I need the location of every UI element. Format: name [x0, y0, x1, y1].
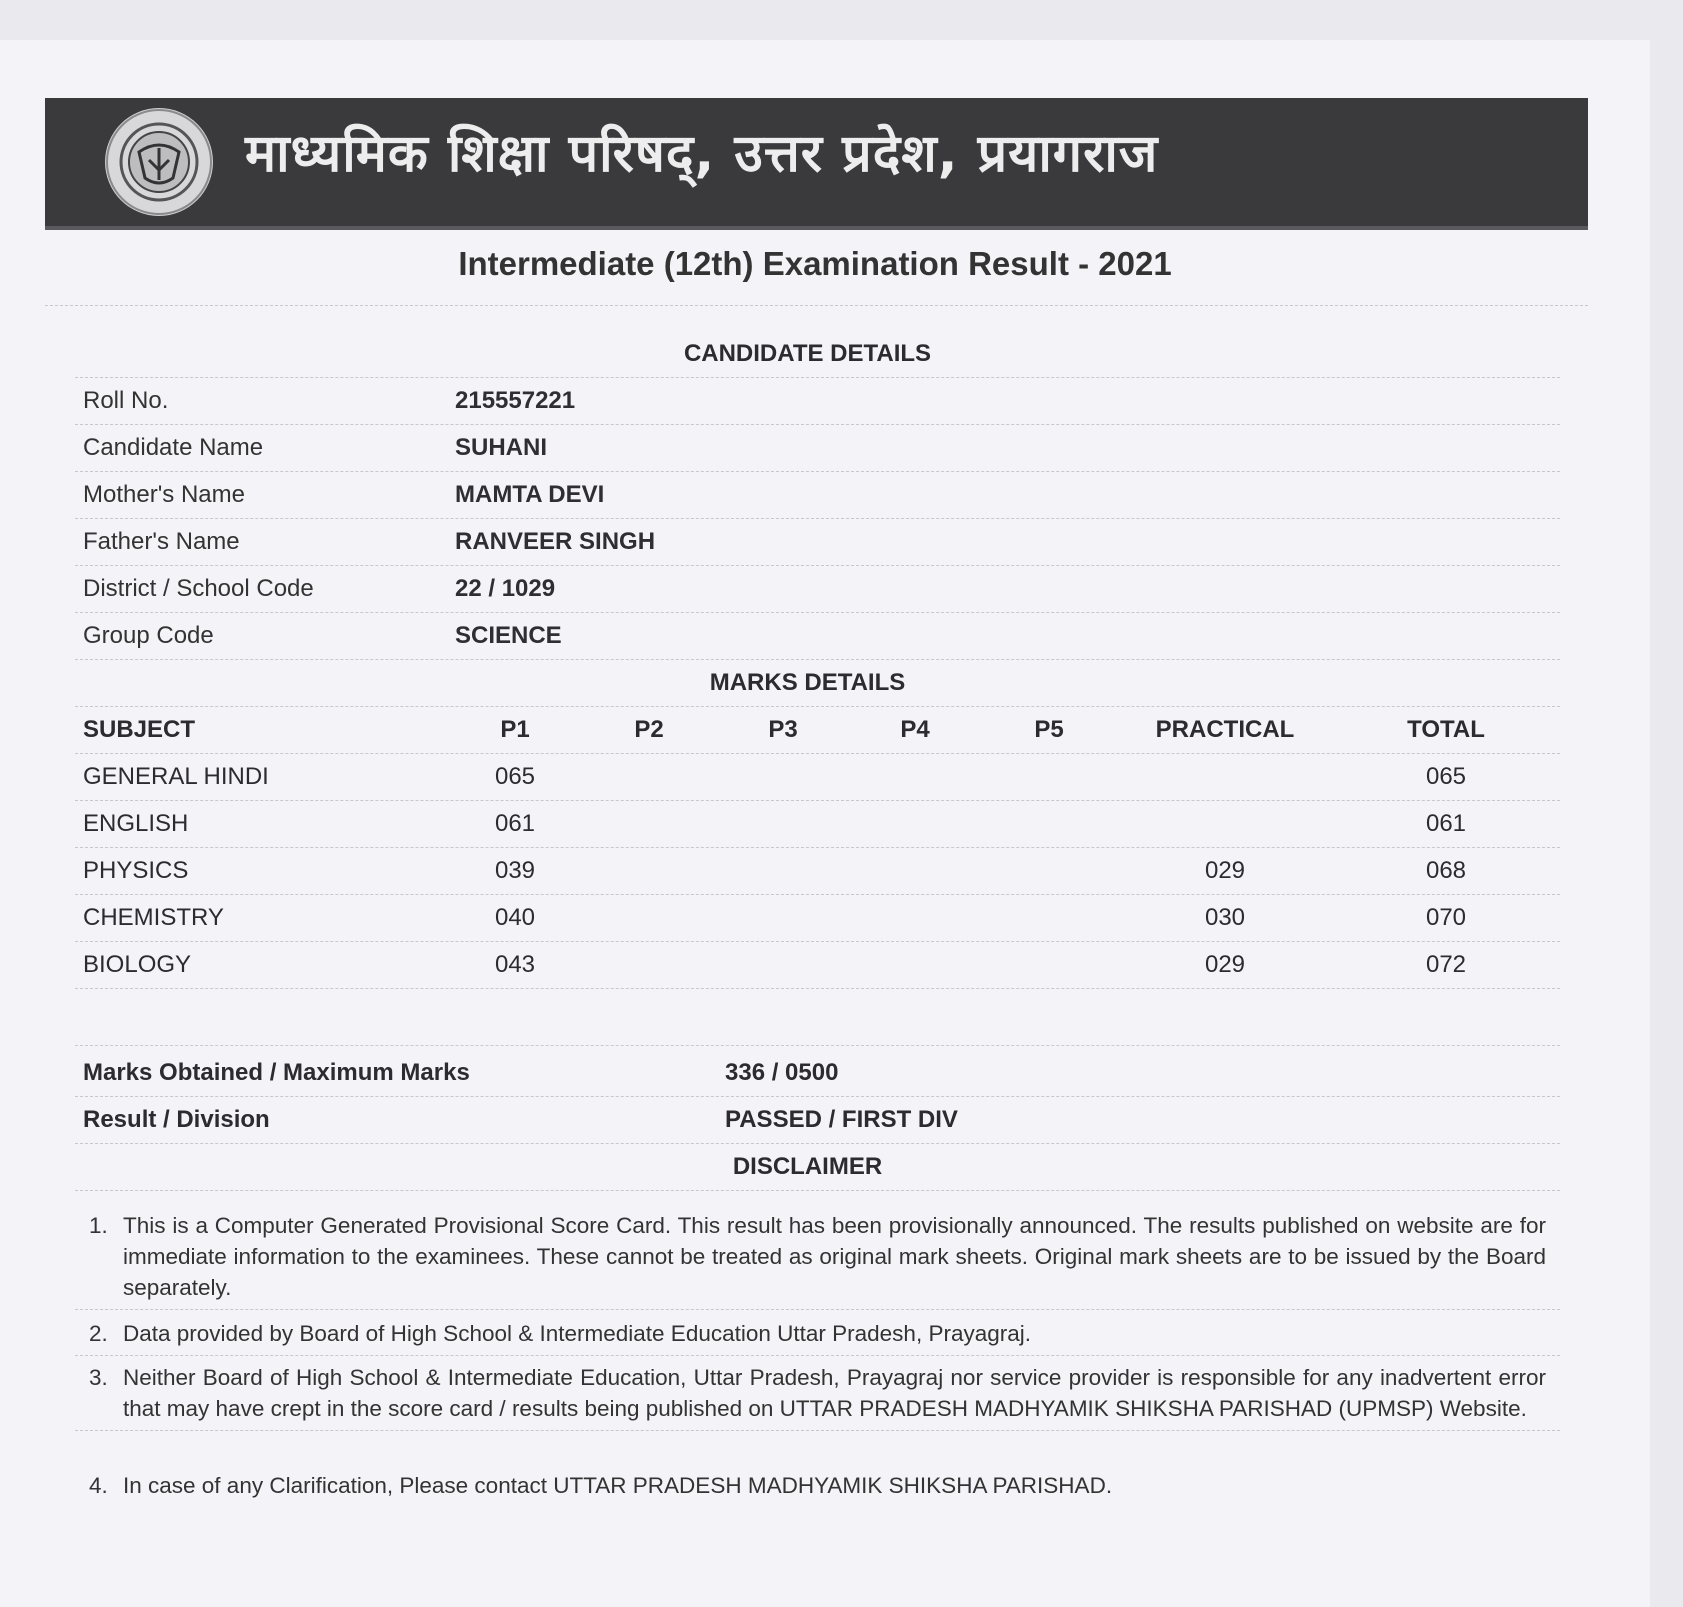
field-label: Candidate Name	[83, 433, 264, 461]
disclaimer-text: In case of any Clarification, Please contact UTTAR PRADESH MADHYAMIK SHIKSHA PARISHAD.	[123, 1473, 1113, 1498]
table-row	[75, 753, 1560, 801]
score-card-sheet	[0, 40, 1650, 1607]
field-value: RANVEER SINGH	[455, 527, 656, 555]
field-candidate-name	[75, 424, 1560, 472]
subject-name: PHYSICS	[83, 856, 189, 884]
mark-total: 070	[1425, 903, 1467, 931]
result-division-row	[75, 1096, 1560, 1144]
col-subject: SUBJECT	[83, 715, 196, 743]
field-value: SUHANI	[455, 433, 548, 461]
disclaimer-number: 1.	[89, 1213, 108, 1238]
section-title: CANDIDATE DETAILS	[683, 339, 932, 367]
subject-name: GENERAL HINDI	[83, 762, 269, 790]
disclaimer-item	[75, 1362, 1560, 1431]
field-label: Mother's Name	[83, 480, 245, 508]
field-group-code	[75, 612, 1560, 660]
disclaimer-text: Data provided by Board of High School & Intermediate Education Uttar Pradesh, Prayagraj.	[123, 1321, 1031, 1346]
mark-p1: 040	[494, 903, 536, 931]
disclaimer-heading	[75, 1143, 1560, 1191]
disclaimer-number: 3.	[89, 1365, 108, 1390]
field-value: MAMTA DEVI	[455, 480, 605, 508]
header-banner	[45, 98, 1588, 230]
table-row	[75, 800, 1560, 848]
result-division-label: Result / Division	[83, 1105, 270, 1133]
mark-practical: 029	[1204, 856, 1246, 884]
col-p2: P2	[634, 715, 664, 743]
marks-obtained-row	[75, 1049, 1560, 1097]
disclaimer-item	[75, 1470, 1560, 1507]
mark-total: 065	[1425, 762, 1467, 790]
disclaimer-text: Neither Board of High School & Intermediate Education, Uttar Pradesh, Prayagraj nor service provider is responsible for any inadvertent error that may have crept in the score card / results being published on UTTAR PRADESH MADHYAMIK SHIKSHA PARISHAD (UPMSP) Website.	[123, 1365, 1546, 1421]
table-row	[75, 847, 1560, 895]
table-row	[75, 894, 1560, 942]
field-label: District / School Code	[83, 574, 314, 602]
mark-practical: 029	[1204, 950, 1246, 978]
disclaimer-text: This is a Computer Generated Provisional Score Card. This result has been provisionally announced. The results published on website are for immediate information to the examinees. These cannot be treated as original mark sheets. Original mark sheets are to be issued by the Board separately.	[123, 1213, 1546, 1300]
col-p1: P1	[500, 715, 530, 743]
mark-p1: 065	[494, 762, 536, 790]
field-value: 215557221	[455, 386, 576, 414]
col-p5: P5	[1034, 715, 1064, 743]
col-p4: P4	[900, 715, 930, 743]
disclaimer-number: 4.	[89, 1473, 108, 1498]
mark-p1: 061	[494, 809, 536, 837]
exam-title: Intermediate (12th) Examination Result - 2021	[458, 245, 1172, 282]
section-title: MARKS DETAILS	[709, 668, 906, 696]
divider	[45, 305, 1588, 306]
result-division-value: PASSED / FIRST DIV	[725, 1105, 958, 1133]
subject-name: ENGLISH	[83, 809, 189, 837]
marks-details-heading	[75, 659, 1560, 707]
board-name-hindi: माध्यमिक शिक्षा परिषद्, उत्तर प्रदेश, प्रयागराज	[245, 124, 1159, 184]
disclaimer-number: 2.	[89, 1321, 108, 1346]
disclaimer-item	[75, 1318, 1560, 1356]
field-label: Group Code	[83, 621, 214, 649]
mark-total: 068	[1425, 856, 1467, 884]
field-value: SCIENCE	[455, 621, 562, 649]
marks-obtained-label: Marks Obtained / Maximum Marks	[83, 1058, 470, 1086]
col-total: TOTAL	[1407, 715, 1485, 743]
upmsp-seal-icon	[105, 108, 213, 216]
subject-name: BIOLOGY	[83, 950, 192, 978]
col-practical: PRACTICAL	[1155, 715, 1295, 743]
field-value: 22 / 1029	[455, 574, 556, 602]
candidate-details-heading	[75, 330, 1560, 378]
table-row	[75, 941, 1560, 989]
mark-p1: 043	[494, 950, 536, 978]
field-label: Father's Name	[83, 527, 240, 555]
disclaimer-item	[75, 1210, 1560, 1310]
field-district-school-code	[75, 565, 1560, 613]
field-fathers-name	[75, 518, 1560, 566]
field-mothers-name	[75, 471, 1560, 519]
mark-total: 072	[1425, 950, 1467, 978]
section-title: DISCLAIMER	[732, 1152, 883, 1180]
field-label: Roll No.	[83, 386, 169, 414]
field-roll-no	[75, 377, 1560, 425]
marks-table-header	[75, 706, 1560, 754]
divider	[75, 1045, 1560, 1046]
mark-total: 061	[1425, 809, 1467, 837]
marks-obtained-value: 336 / 0500	[725, 1058, 839, 1086]
subject-name: CHEMISTRY	[83, 903, 224, 931]
col-p3: P3	[768, 715, 798, 743]
mark-p1: 039	[494, 856, 536, 884]
mark-practical: 030	[1204, 903, 1246, 931]
